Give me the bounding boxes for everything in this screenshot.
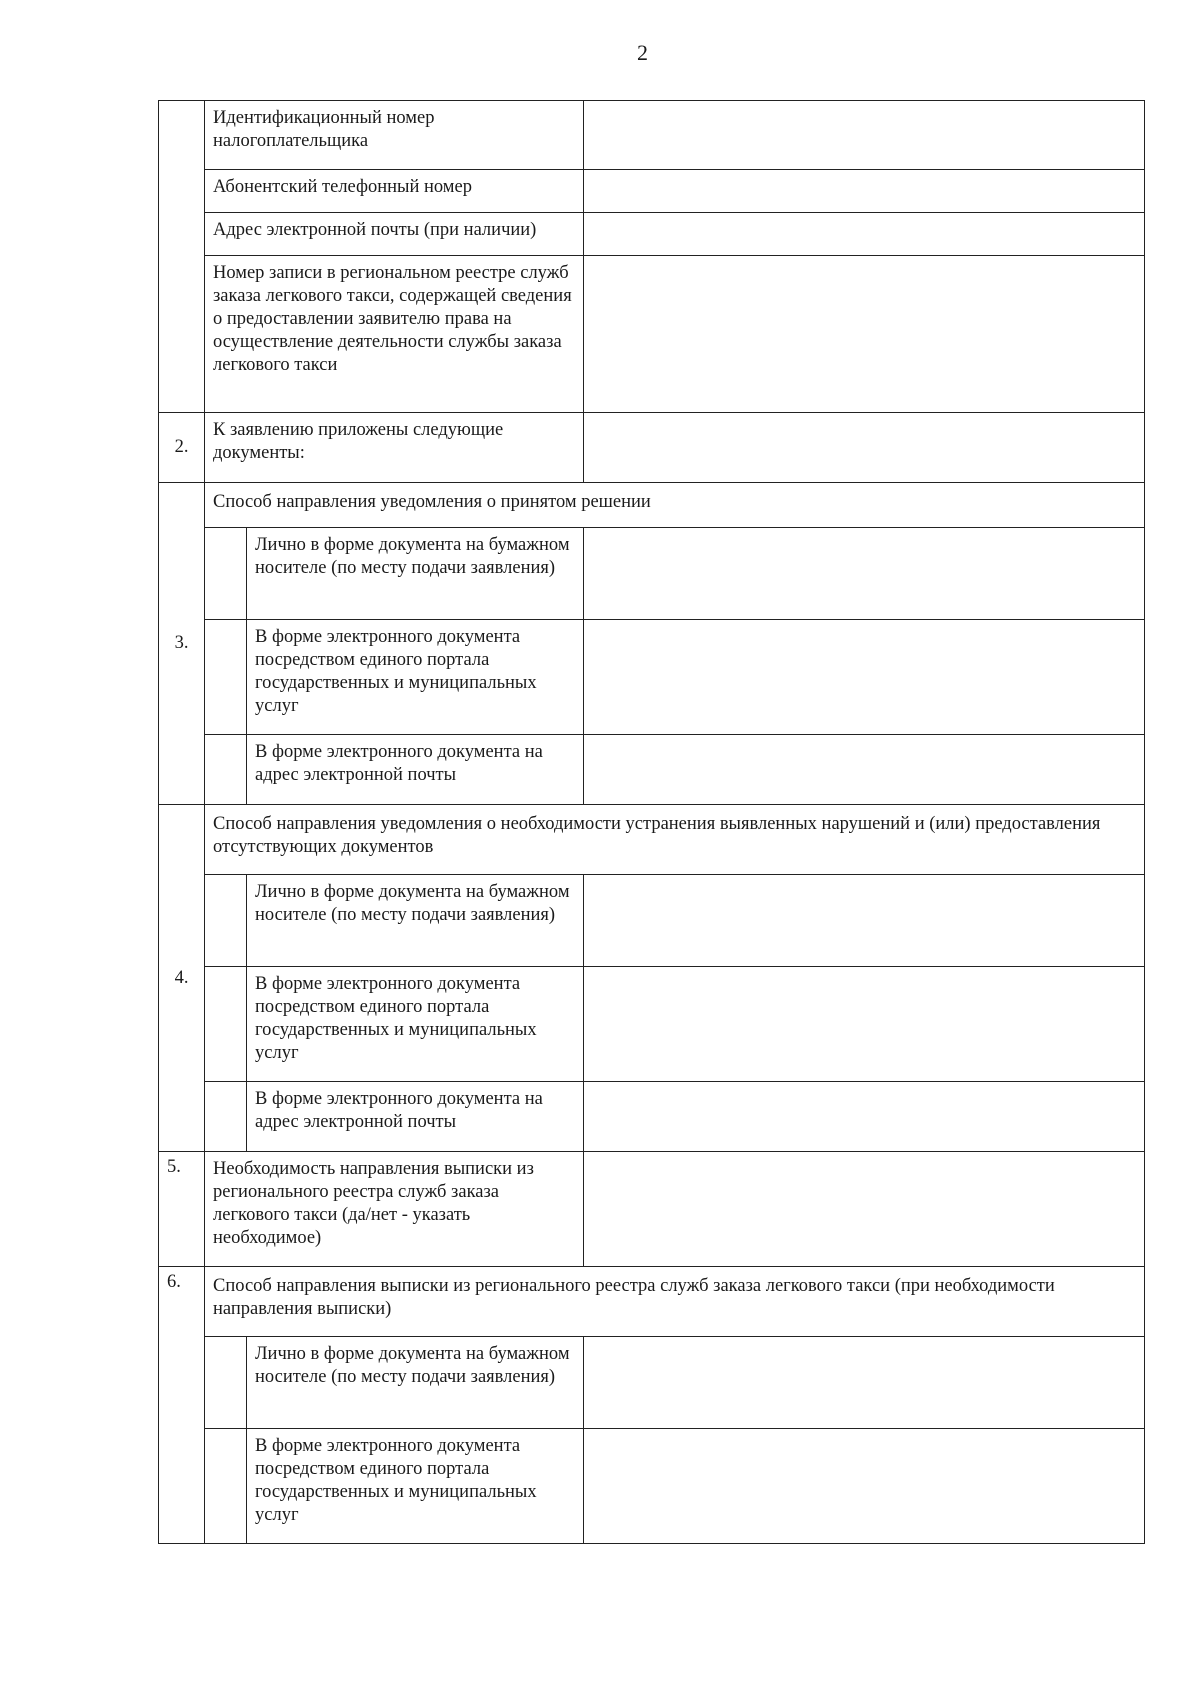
section-header: Способ направления выписки из регионального реестра служб заказа легкового такси (при необходимости направления выписки) (205, 1267, 1145, 1337)
field-label: Адрес электронной почты (при наличии) (205, 213, 584, 256)
option-label: Лично в форме документа на бумажном носителе (по месту подачи заявления) (247, 875, 584, 967)
option-checkbox-cell[interactable] (205, 1429, 247, 1544)
page-number: 2 (637, 40, 648, 65)
option-checkbox-cell[interactable] (205, 735, 247, 805)
phone-value-cell[interactable] (584, 170, 1145, 213)
inn-value-cell[interactable] (584, 101, 1145, 170)
option-checkbox-cell[interactable] (205, 967, 247, 1082)
field-label: Необходимость направления выписки из регионального реестра служб заказа легкового такси (да/нет - указать необходимое) (205, 1152, 584, 1267)
option-checkbox-cell[interactable] (205, 528, 247, 620)
option-label: Лично в форме документа на бумажном носителе (по месту подачи заявления) (247, 1337, 584, 1429)
item-number: 4. (159, 805, 205, 1152)
item-number: 2. (159, 413, 205, 483)
option-value-cell[interactable] (584, 735, 1145, 805)
section-header: Способ направления уведомления о принятом решении (205, 483, 1145, 528)
email-value-cell[interactable] (584, 213, 1145, 256)
option-label: В форме электронного документа посредством единого портала государственных и муниципальных услуг (247, 967, 584, 1082)
field-label: Идентификационный номер налогоплательщика (205, 101, 584, 170)
option-label: В форме электронного документа посредством единого портала государственных и муниципальных услуг (247, 1429, 584, 1544)
option-label: Лично в форме документа на бумажном носителе (по месту подачи заявления) (247, 528, 584, 620)
item-number: 3. (159, 483, 205, 805)
option-label: В форме электронного документа на адрес электронной почты (247, 1082, 584, 1152)
registry-number-value-cell[interactable] (584, 256, 1145, 413)
option-label: В форме электронного документа на адрес электронной почты (247, 735, 584, 805)
extract-needed-value-cell[interactable] (584, 1152, 1145, 1267)
option-label: В форме электронного документа посредством единого портала государственных и муниципальных услуг (247, 620, 584, 735)
item-number: 5. (159, 1152, 205, 1267)
option-value-cell[interactable] (584, 620, 1145, 735)
field-label: К заявлению приложены следующие документы: (205, 413, 584, 483)
option-value-cell[interactable] (584, 967, 1145, 1082)
application-form-table (158, 100, 1145, 1544)
option-checkbox-cell[interactable] (205, 1337, 247, 1429)
option-checkbox-cell[interactable] (205, 875, 247, 967)
option-value-cell[interactable] (584, 875, 1145, 967)
option-checkbox-cell[interactable] (205, 620, 247, 735)
section1-number-cell (159, 101, 205, 413)
option-value-cell[interactable] (584, 1429, 1145, 1544)
option-value-cell[interactable] (584, 1082, 1145, 1152)
option-value-cell[interactable] (584, 1337, 1145, 1429)
item-number: 6. (159, 1267, 205, 1544)
option-checkbox-cell[interactable] (205, 1082, 247, 1152)
option-value-cell[interactable] (584, 528, 1145, 620)
field-label: Абонентский телефонный номер (205, 170, 584, 213)
field-label: Номер записи в региональном реестре служб заказа легкового такси, содержащей сведения о предоставлении заявителю права на осуществление деятельности службы заказа легкового такси (205, 256, 584, 413)
section-header: Способ направления уведомления о необходимости устранения выявленных нарушений и (или) предоставления отсутствующих документов (205, 805, 1145, 875)
attached-documents-value-cell[interactable] (584, 413, 1145, 483)
